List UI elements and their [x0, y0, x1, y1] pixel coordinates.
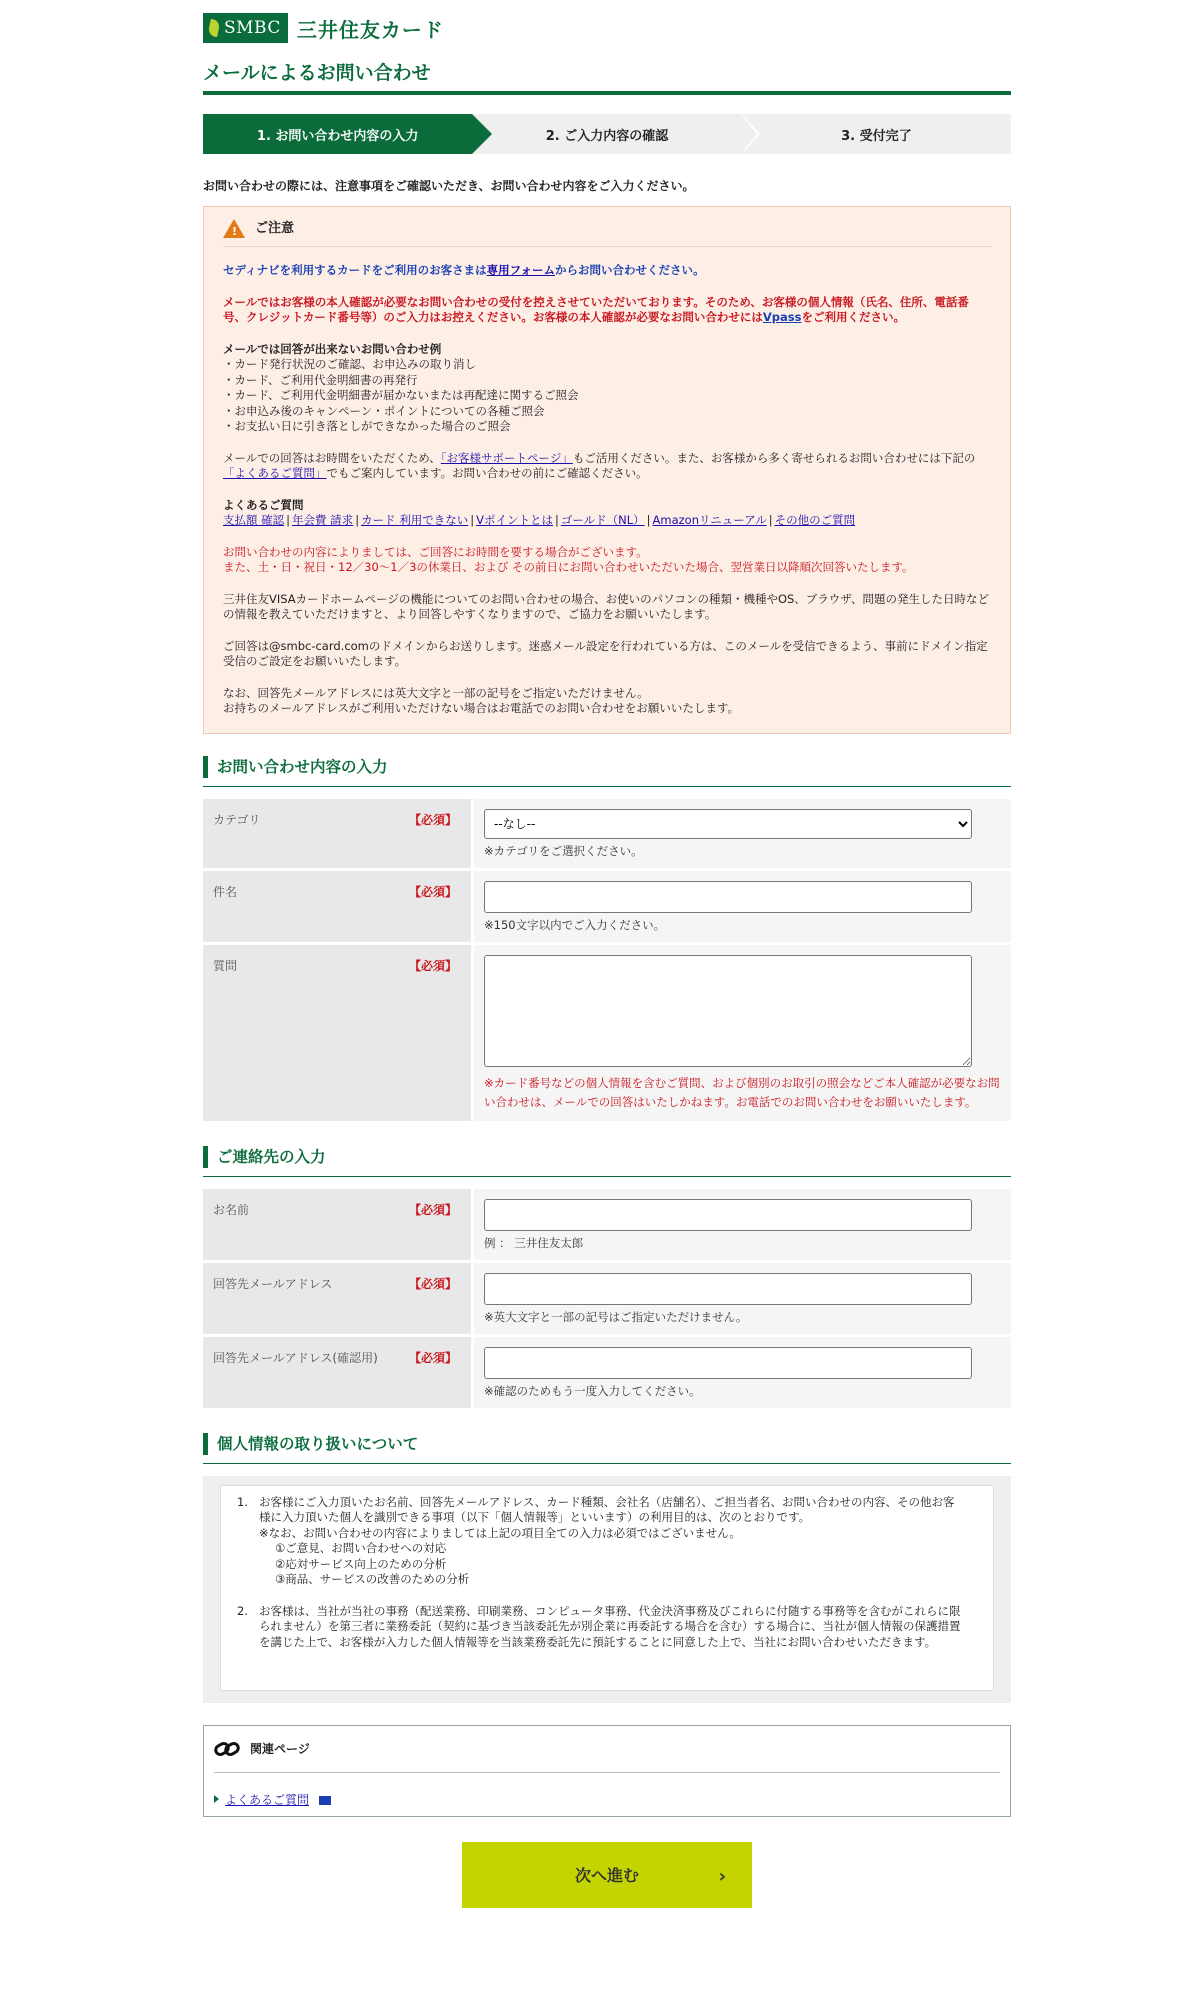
section-divider — [203, 1463, 1011, 1464]
field-input-cell — [474, 1189, 1011, 1260]
warning-icon: ! — [223, 219, 245, 238]
related-faq-link[interactable]: よくあるご質問 — [225, 1792, 310, 1807]
name-input[interactable] — [484, 1199, 972, 1231]
question-note: ※カード番号などの個人情報を含むご質問、および個別のお取引の照会などご本人確認が必要なお問い合わせは、メールでの回答はいたしかねます。お電話でのお問い合わせをお願いいたします。 — [484, 1075, 1000, 1109]
page-container — [203, 0, 1011, 1908]
form-row-name — [203, 1189, 1011, 1263]
intro-text: お問い合わせの際には、注意事項をご確認いただき、お問い合わせ内容をご入力ください。 — [203, 179, 695, 193]
category-label: カテゴリ — [213, 812, 261, 827]
step-complete: 3. 受付完了 — [841, 128, 912, 144]
email-confirm-input[interactable] — [484, 1347, 972, 1379]
field-label-cell — [203, 1263, 471, 1334]
category-note: ※カテゴリをご選択ください。 — [484, 843, 643, 858]
privacy-item-number: 1. — [237, 1494, 248, 1509]
unable-item: ・カード発行状況のご確認、お申込みの取り消し — [223, 357, 476, 371]
external-window-icon — [319, 1796, 331, 1805]
step-confirm: 2. ご入力内容の確認 — [472, 114, 741, 154]
required-badge: 【必須】 — [408, 1276, 457, 1291]
name-note: 例 ： 三井住友太郎 — [484, 1235, 584, 1250]
faq-link[interactable]: カード 利用できない — [361, 513, 469, 527]
question-textarea[interactable] — [484, 955, 972, 1067]
privacy-purpose: ②応対サービス向上のための分析 — [275, 1556, 447, 1571]
name-label: お名前 — [213, 1202, 250, 1217]
progress-steps — [203, 114, 1011, 154]
chevron-right-icon: › — [718, 1865, 726, 1887]
field-label-cell — [203, 799, 471, 868]
field-input-cell — [474, 945, 1011, 1121]
holiday-text: また、土・日・祝日・12／30〜1／3の休業日、および その前日にお問い合わせいただいた場合、翌営業日以降順次回答いたします。 — [223, 560, 914, 574]
support-notice — [223, 451, 991, 482]
subject-input[interactable] — [484, 881, 972, 913]
question-label: 質問 — [213, 958, 238, 973]
caution-box — [203, 206, 1011, 734]
required-badge: 【必須】 — [408, 1350, 457, 1365]
identity-notice — [223, 295, 991, 326]
vpass-link[interactable]: Vpass — [762, 310, 802, 324]
contact-section-title: ご連絡先の入力 — [203, 1146, 1011, 1168]
support-text-mid: もご活用ください。また、お客様から多く寄せられるお問い合わせには下記の — [572, 450, 976, 465]
field-label-cell — [203, 871, 471, 942]
step-input: 1. お問い合わせ内容の入力 — [203, 114, 472, 154]
page-title: メールによるお問い合わせ — [203, 58, 1011, 95]
address-notice — [223, 686, 991, 717]
address-text: お持ちのメールアドレスがご利用いただけない場合はお電話でのお問い合わせをお願いいたします。 — [223, 701, 739, 715]
section-divider — [203, 1176, 1011, 1177]
next-button[interactable] — [462, 1842, 752, 1908]
address-text: なお、回答先メールアドレスには英大文字と一部の記号をご指定いただけません。 — [223, 685, 649, 700]
support-page-link[interactable]: 「お客様サポートページ」 — [440, 450, 573, 465]
faq-block — [223, 498, 991, 529]
required-badge: 【必須】 — [408, 958, 457, 973]
privacy-purpose: ①ご意見、お問い合わせへの対応 — [275, 1541, 447, 1555]
related-title: 関連ページ — [250, 1742, 310, 1756]
faq-inline-link[interactable]: 「よくあるご質問」 — [223, 466, 327, 480]
sedinavi-text: セディナビを利用するカードをご利用のお客さまは — [223, 263, 487, 277]
category-select[interactable] — [484, 809, 972, 839]
caution-title: ご注意 — [255, 220, 295, 236]
form-row-category — [203, 799, 1011, 871]
unable-item: ・お申込み後のキャンペーン・ポイントについての各種ご照会 — [223, 403, 545, 418]
privacy-scroll-box[interactable] — [220, 1485, 994, 1691]
website-notice: 三井住友VISAカードホームページの機能についてのお問い合わせの場合、お使いのパソコンの種類・機種やOS、ブラウザ、問題の発生した日時などの情報を教えていただけますと、より回答しやすくなりますので、ご協力をお願いいたします。 — [223, 591, 989, 621]
subject-label: 件名 — [213, 884, 238, 899]
inquiry-form — [203, 799, 1011, 1124]
related-link-row — [214, 1791, 1000, 1808]
domain-notice: ご回答は@smbc-card.comのドメインからお送りします。迷惑メール設定を行われている方は、このメールを受信できるよう、事前にドメイン指定受信のご設定をお願いいたします。 — [223, 638, 988, 668]
form-row-question — [203, 945, 1011, 1124]
inquiry-section-title: お問い合わせ内容の入力 — [203, 756, 1011, 778]
faq-link[interactable]: その他のご質問 — [774, 513, 856, 527]
form-row-email-confirm — [203, 1337, 1011, 1411]
smbc-logo[interactable] — [203, 13, 288, 43]
triangle-bullet-icon — [214, 1795, 219, 1803]
caution-header — [223, 219, 991, 247]
logo-text-ja: 三井住友カード — [296, 17, 444, 42]
privacy-note: ※なお、お問い合わせの内容によりましては上記の項目全ての入力は必須ではございません。 — [259, 1525, 741, 1540]
faq-title: よくあるご質問 — [223, 497, 304, 512]
unable-item: ・カード、ご利用代金明細書が届かないまたは再配達に関するご照会 — [223, 388, 579, 402]
privacy-item — [237, 1495, 961, 1526]
related-header — [214, 1740, 1000, 1773]
field-label-cell — [203, 1189, 471, 1260]
response-time-notice — [223, 545, 991, 576]
privacy-item-number: 2. — [237, 1603, 248, 1618]
form-row-email — [203, 1263, 1011, 1337]
response-time-text: お問い合わせの内容によりましては、ご回答にお時間を要する場合がございます。 — [223, 544, 648, 559]
email-input[interactable] — [484, 1273, 972, 1305]
field-input-cell — [474, 871, 1011, 942]
identity-text-post: をご利用ください。 — [801, 310, 905, 324]
sedinavi-form-link[interactable]: 専用フォーム — [486, 263, 556, 277]
email-note: ※英大文字と一部の記号はご指定いただけません。 — [484, 1309, 748, 1324]
identity-text: メールではお客様の本人確認が必要なお問い合わせの受付を控えさせていただいております。そのため、お客様の個人情報（氏名、住所、電話番号、クレジットカード番号等）のご入力はお控えください。お客様の本人確認が必要なお問い合わせには — [223, 294, 969, 324]
subject-note: ※150文字以内でご入力ください。 — [484, 917, 666, 932]
support-text: メールでの回答はお時間をいただくため、 — [223, 450, 441, 465]
section-divider — [203, 786, 1011, 787]
privacy-section-title: 個人情報の取り扱いについて — [203, 1433, 1011, 1455]
email-label: 回答先メールアドレス — [213, 1276, 333, 1291]
faq-link[interactable]: 支払額 確認 — [223, 513, 285, 527]
required-badge: 【必須】 — [408, 1202, 457, 1217]
unable-title: メールでは回答が出来ないお問い合わせ例 — [223, 341, 442, 356]
privacy-panel — [203, 1476, 1011, 1703]
required-badge: 【必須】 — [408, 812, 457, 827]
field-label-cell — [203, 1337, 471, 1408]
smbc-leaf-icon — [207, 19, 221, 37]
faq-link[interactable]: ゴールド（NL） — [560, 513, 645, 527]
email-confirm-note: ※確認のためもう一度入力してください。 — [484, 1383, 701, 1398]
contact-form — [203, 1189, 1011, 1411]
next-button-area — [203, 1842, 1011, 1908]
form-row-subject — [203, 871, 1011, 945]
email-confirm-label: 回答先メールアドレス(確認用) — [213, 1350, 378, 1365]
next-button-label: 次へ進む — [574, 1866, 639, 1885]
field-label-cell — [203, 945, 471, 1121]
unable-list — [223, 342, 991, 435]
support-text-post: でもご案内しています。お問い合わせの前にご確認ください。 — [326, 466, 648, 480]
sedinavi-notice — [223, 263, 991, 279]
privacy-item-text: お客様にご入力頂いたお名前、回答先メールアドレス、カード種類、会社名（店舗名）、ご担当者名、お問い合わせの内容、その他お客様に入力頂いた個人を識別できる事項（以下「個人情報等」といいます）の利用目的は、次のとおりです。 — [259, 1494, 955, 1524]
privacy-item-text: お客様は、当社が当社の事務（配送業務、印刷業務、コンピュータ事務、代金決済事務及びこれらに付随する事務等を含むがこれらに限られません）を第三者に業務委託（契約に基づき当該委託先が別企業に再委託する場合を含む）する場合に、当社が個人情報の保護措置を講じた上で、お客様が入力した個人情報等を当該業務委託先に預託することに同意した上で、当社にお問い合わせいただきます。 — [259, 1603, 961, 1649]
faq-link[interactable]: 年会費 請求 — [292, 513, 354, 527]
related-pages-box — [203, 1725, 1011, 1817]
field-input-cell — [474, 799, 1011, 868]
faq-link[interactable]: Amazonリニューアル — [652, 513, 767, 527]
privacy-purpose: ③商品、サービスの改善のための分析 — [275, 1572, 470, 1586]
required-badge: 【必須】 — [408, 884, 457, 899]
field-input-cell — [474, 1263, 1011, 1334]
chain-link-icon — [214, 1740, 242, 1758]
unable-item: ・カード、ご利用代金明細書の再発行 — [223, 372, 418, 387]
sedinavi-text-post: からお問い合わせください。 — [555, 263, 705, 277]
site-header — [203, 0, 1011, 50]
privacy-item — [237, 1604, 961, 1651]
logo-text-en: SMBC — [224, 18, 281, 38]
unable-item: ・お支払い日に引き落としができなかった場合のご照会 — [223, 419, 511, 433]
field-input-cell — [474, 1337, 1011, 1408]
faq-link[interactable]: Vポイントとは — [476, 513, 553, 527]
faq-link-row: 支払額 確認 | 年会費 請求 | カード 利用できない | Vポイントとは | ゴールド（NL） | Amazonリニューアル | その他のご質問 — [223, 513, 856, 527]
